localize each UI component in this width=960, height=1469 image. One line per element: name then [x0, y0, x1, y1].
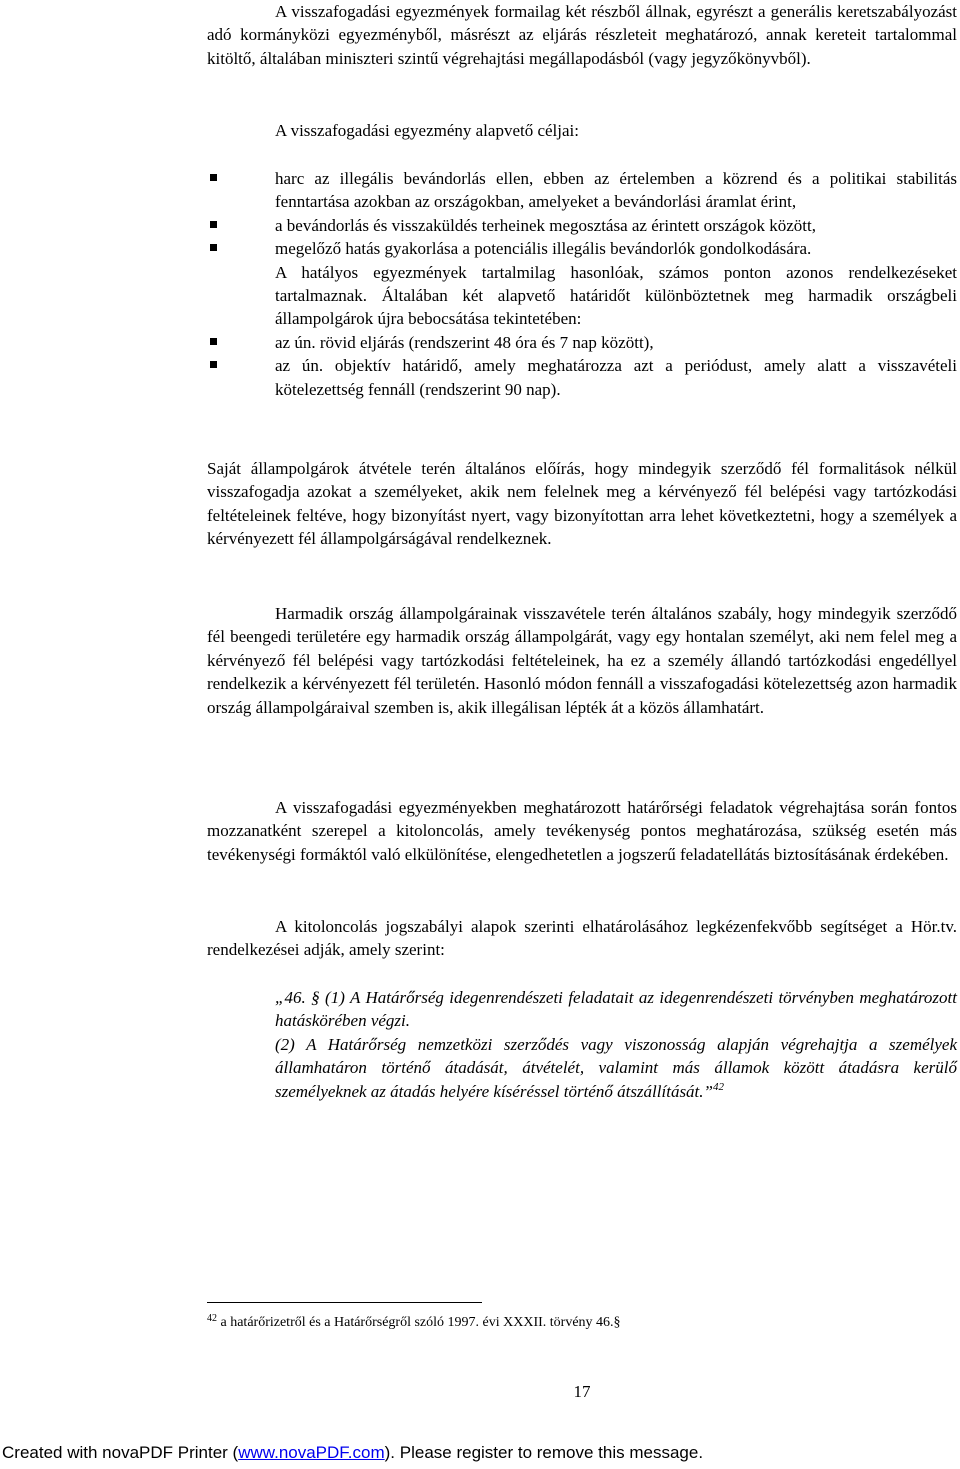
list-item: a bevándorlás és visszaküldés terheinek megosztása az érintett országok között,	[275, 214, 957, 237]
deadlines-intro: A hatályos egyezmények tartalmilag hasonlóak, számos ponton azonos rendelkezéseket tartalmaznak. Általában két alapvető határidőt különböztetnek meg harmadik országbeli állampolgárok újra bebocsátása tekintetében:	[275, 262, 957, 329]
list-item: megelőző hatás gyakorlása a potenciális illegális bevándorlók gondolkodására.	[275, 237, 957, 260]
quote-line: „46. § (1) A Határőrség idegenrendészeti feladatait az idegenrendészeti törvényben meghatározott hatáskörében végzi.	[275, 988, 957, 1031]
footnote-text: a határőrizetről és a Határőrségről szóló 1997. évi XXXII. törvény 46.§	[217, 1315, 621, 1330]
footnote-ref[interactable]: 42	[712, 1080, 724, 1093]
list-item: az ún. objektív határidő, amely meghatározza azt a periódust, amely alatt a visszavételi kötelezettség fennáll (rendszerint 90 nap).	[275, 354, 957, 401]
footnote-separator	[207, 1302, 482, 1303]
paragraph-text: A visszafogadási egyezmények formailag két részből állnak, egyrészt a generális keretszabályozást adó kormányközi egyezményből, másrészt az eljárás részleteit meghatározó, annak kereteit tartalommal kitöltő, általában miniszteri szintű végrehajtási megállapodásból (vagy jegyzőkönyvből).	[207, 2, 957, 68]
goals-heading: A visszafogadási egyezmény alapvető céljai:	[275, 121, 579, 140]
watermark-banner	[0, 1440, 960, 1469]
quote-line-with-ref	[275, 1033, 957, 1103]
paragraph-own-citizens	[207, 457, 957, 551]
legal-quote	[275, 986, 957, 1103]
paragraph-text: A kitoloncolás jogszabályi alapok szerinti elhatárolásához legkézenfekvőbb segítséget a Hör.tv. rendelkezései adják, amely szerint:	[207, 917, 957, 960]
paragraph-third-country	[207, 602, 957, 719]
paragraph-agreement-structure	[207, 0, 957, 70]
banner-link[interactable]: www.novaPDF.com	[238, 1443, 385, 1462]
footnote	[207, 1313, 957, 1333]
list-item: harc az illegális bevándorlás ellen, ebben az értelemben a közrend és a politikai stabilitás fenntartása azokban az országokban, amelyeket a bevándorlási áramlat érint,	[275, 167, 957, 214]
quote-text: (2) A Határőrség nemzetközi szerződés vagy viszonosság alapján végrehajtja a személyek államhatáron történő átadását, átvételét, valamint más államok között átadásra kerülő személyeknek az átadás helyére kíséréssel történő átszállítását.”	[275, 1034, 957, 1101]
paragraph-text: Saját állampolgárok átvétele terén általános előírás, hogy mindegyik szerződő fél formalitások nélkül visszafogadja azokat a személyeket, akik nem felelnek meg a kérvényező fél belépési vagy tartózkodási feltételeinek feltéve, hogy bizonyítást nyert, vagy bizonyítottan arra lehet következtetni, hogy a személyek a kérvényezett fél állampolgárságával rendelkeznek.	[207, 459, 957, 549]
paragraph-border-guard-tasks	[207, 796, 957, 866]
banner-text-before: Created with novaPDF Printer (	[2, 1443, 239, 1462]
page-number: 17	[573, 1382, 591, 1401]
footnote-number: 42	[207, 1313, 217, 1324]
bullet-list	[275, 167, 957, 401]
paragraph-text: A visszafogadási egyezményekben meghatározott határőrségi feladatok végrehajtása során fontos mozzanatként szerepel a kitoloncolás, amely tevékenység pontos meghatározása, szükség esetén más tevékenységi formáktól való elkülönítése, elengedhetetlen a jogszerű feladatellátás biztosításának érdekében.	[207, 798, 957, 864]
list-item: az ún. rövid eljárás (rendszerint 48 óra és 7 nap között),	[275, 331, 957, 354]
paragraph-text: Harmadik ország állampolgárainak visszavétele terén általános szabály, hogy mindegyik szerződő fél beengedi területére egy harmadik ország állampolgárát, vagy egy hontalan személyt, aki nem felel meg a kérvényező fél belépési vagy tartózkodási feltételeinek, ha ez a személy állandó tartózkodási engedéllyel rendelkezik a kérvényezett fél területén. Hasonló módon fennáll a visszafogadási kötelezettség azon harmadik ország állampolgáraival szemben is, akik illegálisan lépték át a közös államhatárt.	[207, 604, 957, 717]
paragraph-legal-basis	[207, 915, 957, 962]
banner-text-after: ). Please register to remove this message.	[384, 1443, 704, 1462]
